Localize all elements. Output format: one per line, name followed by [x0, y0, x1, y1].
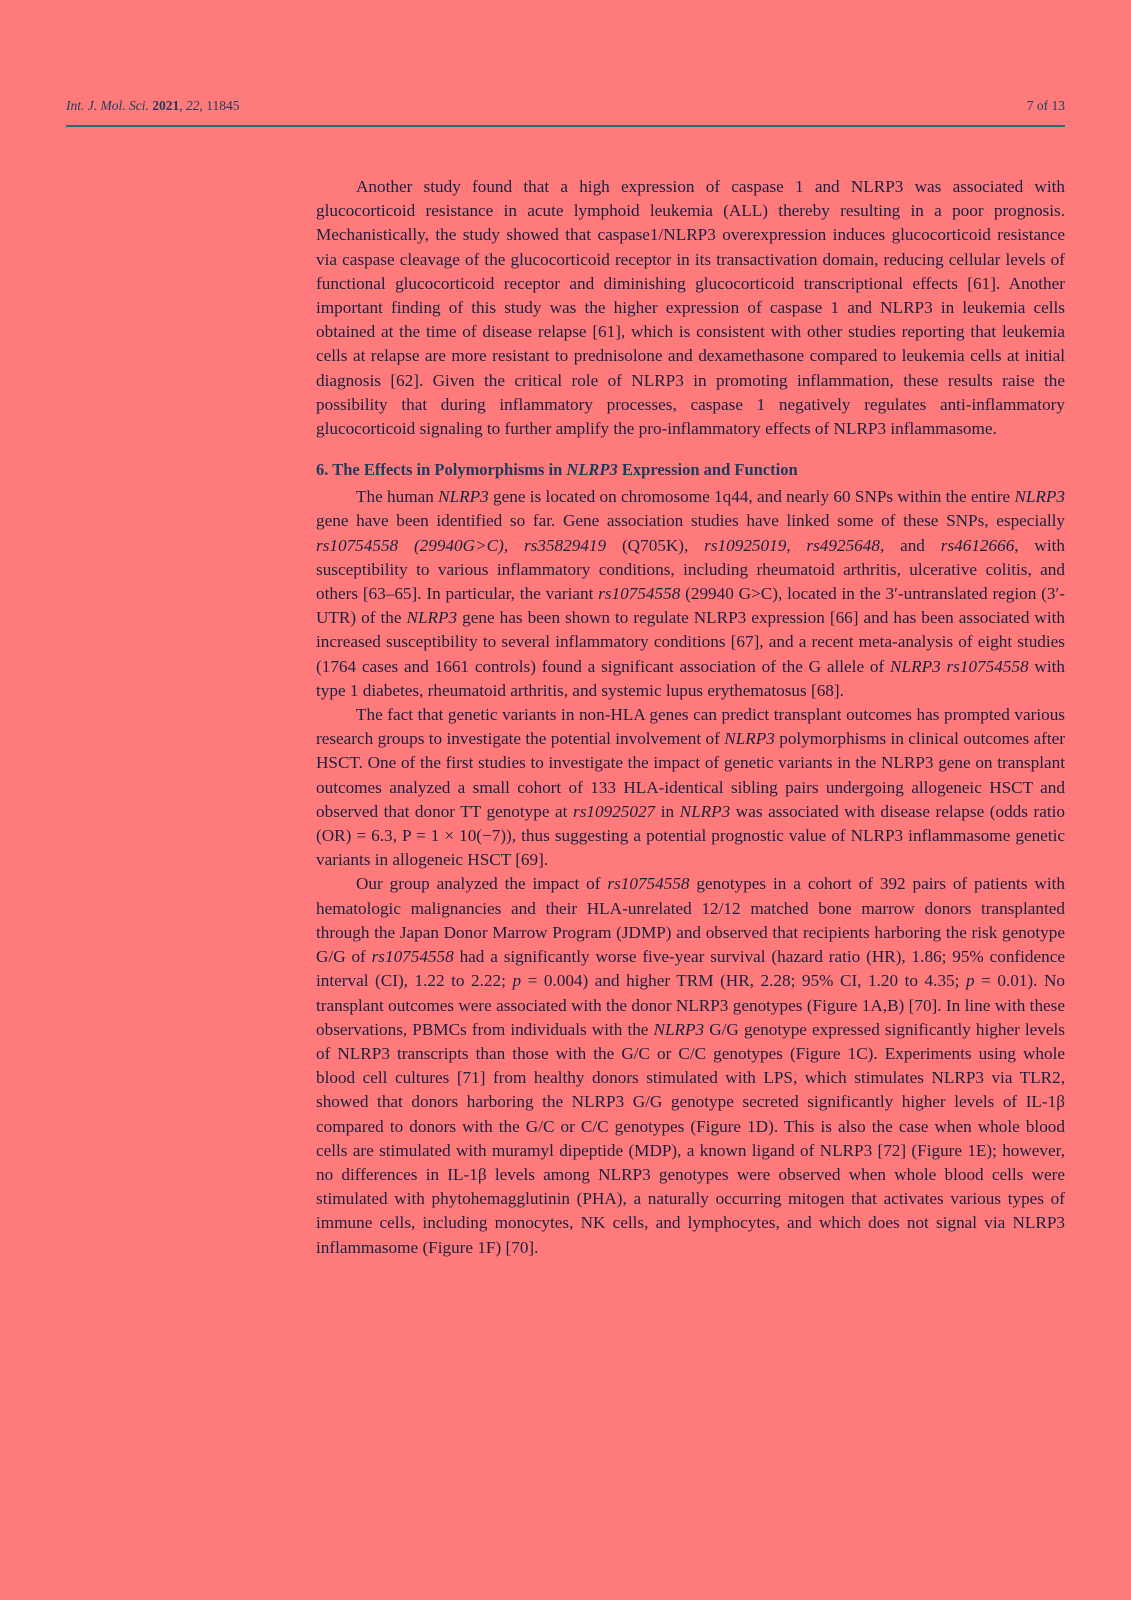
journal-name: Int. J. Mol. Sci.	[66, 98, 149, 113]
citation: Int. J. Mol. Sci. 2021, 22, 11845	[66, 98, 240, 113]
journal-volume: 22	[185, 98, 200, 113]
article-number: , 11845	[199, 98, 240, 113]
journal-year: 2021	[152, 98, 180, 113]
paragraph-transplant-outcomes: The fact that genetic variants in non-HLA genes can predict transplant outcomes has prompted various research groups to investigate the potential involvement of NLRP3 polymorphisms in clinical outcomes after HSCT. One of the first studies to investigate the impact of genetic variants in the NLRP3 gene on transplant outcomes analyzed a small cohort of 133 HLA-identical sibling pairs undergoing allogeneic HSCT and observed that donor TT genotype at rs10925027 in NLRP3 was associated with disease relapse (odds ratio (OR) = 6.3, P = 1 × 10(−7)), thus suggesting a potential prognostic value of NLRP3 inflammasome genetic variants in allogeneic HSCT [69].	[316, 705, 1066, 870]
article-body	[316, 175, 1065, 1260]
paragraph-glucocorticoid: Another study found that a high expression of caspase 1 and NLRP3 was associated with glucocorticoid resistance in acute lymphoid leukemia (ALL) thereby resulting in a poor prognosis. Mechanistically, the study showed that caspase1/NLRP3 overexpression induces glucocorticoid resistance via caspase cleavage of the glucocorticoid receptor in its transactivation domain, reducing cellular levels of functional glucocorticoid receptor and diminishing glucocorticoid transcriptional effects [61]. Another important finding of this study was the higher expression of caspase 1 and NLRP3 in leukemia cells obtained at the time of disease relapse [61], which is consistent with other studies reporting that leukemia cells at relapse are more resistant to prednisolone and dexamethasone compared to leukemia cells at initial diagnosis [62]. Given the critical role of NLRP3 in promoting inflammation, these results raise the possibility that during inflammatory processes, caspase 1 negatively regulates anti-inflammatory glucocorticoid signaling to further amplify the pro-inflammatory effects of NLRP3 inflammasome.	[316, 177, 1065, 439]
running-header	[66, 98, 1065, 114]
paragraph-jdmp-study: Our group analyzed the impact of rs10754558 genotypes in a cohort of 392 pairs of patients with hematologic malignancies and their HLA-unrelated 12/12 matched bone marrow donors transplanted through the Japan Donor Marrow Program (JDMP) and observed that recipients harboring the risk genotype G/G of rs10754558 had a significantly worse five-year survival (hazard ratio (HR), 1.86; 95% confidence interval (CI), 1.22 to 2.22; p = 0.004) and higher TRM (HR, 2.28; 95% CI, 1.20 to 4.35; p = 0.01). No transplant outcomes were associated with the donor NLRP3 genotypes (Figure 1A,B) [70]. In line with these observations, PBMCs from individuals with the NLRP3 G/G genotype expressed significantly higher levels of NLRP3 transcripts than those with the G/C or C/C genotypes (Figure 1C). Experiments using whole blood cell cultures [71] from healthy donors stimulated with LPS, which stimulates NLRP3 via TLR2, showed that donors harboring the NLRP3 G/G genotype secreted significantly higher levels of IL-1β compared to donors with the G/C or C/C genotypes (Figure 1D). This is also the case when whole blood cells are stimulated with muramyl dipeptide (MDP), a known ligand of NLRP3 [72] (Figure 1E); however, no differences in IL-1β levels among NLRP3 genotypes were observed when whole blood cells were stimulated with phytohemagglutinin (PHA), a naturally occurring mitogen that activates various types of immune cells, including monocytes, NK cells, and lymphocytes, and which does not signal via NLRP3 inflammasome (Figure 1F) [70].	[316, 874, 1065, 1257]
page-number: 7 of 13	[1026, 98, 1065, 113]
paragraph-nlrp3-gene: The human NLRP3 gene is located on chromosome 1q44, and nearly 60 SNPs within the entire NLRP3 gene have been identified so far. Gene association studies have linked some of these SNPs, especially rs10754558 (29940G>C), rs35829419 (Q705K), rs10925019, rs4925648, and rs4612666, with susceptibility to various inflammatory conditions, including rheumatoid arthritis, ulcerative colitis, and others [63–65]. In particular, the variant rs10754558 (29940 G>C), located in the 3′-untranslated region (3′-UTR) of the NLRP3 gene has been shown to regulate NLRP3 expression [66] and has been associated with increased susceptibility to several inflammatory conditions [67], and a recent meta-analysis of eight studies (1764 cases and 1661 controls) found a significant association of the G allele of NLRP3 rs10754558 with type 1 diabetes, rheumatoid arthritis, and systemic lupus erythematosus [68].	[316, 487, 1065, 700]
section-heading-6: 6. The Effects in Polymorphisms in NLRP3 Expression and Function	[316, 460, 798, 480]
header-rule	[66, 125, 1065, 127]
